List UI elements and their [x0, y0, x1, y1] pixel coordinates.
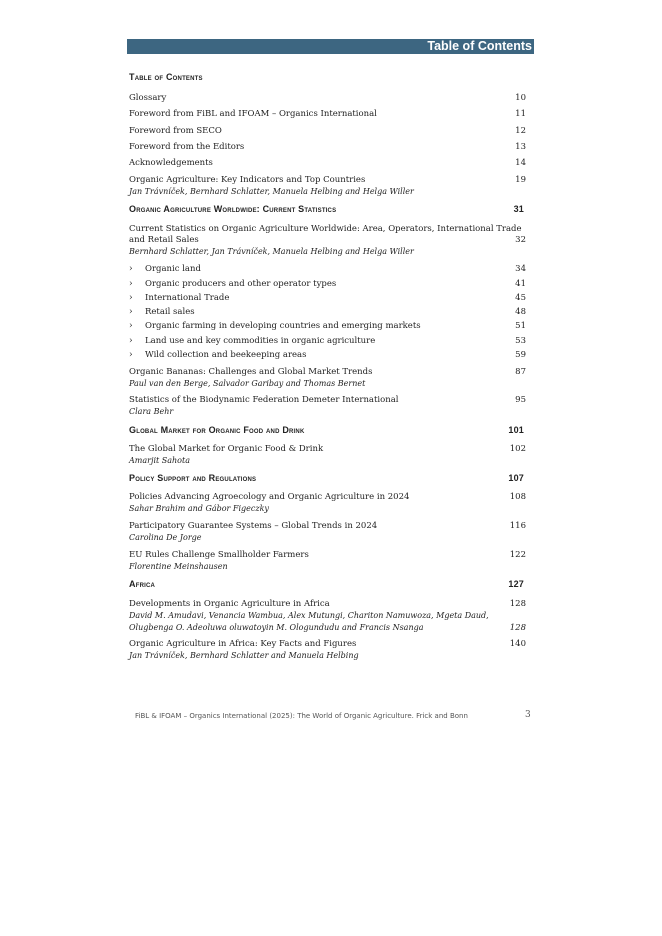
toc-entry[interactable]: [129, 395, 528, 418]
toc-subentry-title: International Trade: [145, 293, 230, 303]
toc-section-heading[interactable]: [129, 204, 528, 214]
toc-entry[interactable]: [129, 126, 528, 137]
toc-subentry-title: Retail sales: [145, 307, 195, 317]
chevron-right-icon: ›: [129, 264, 133, 274]
toc-entry-page: 87: [515, 367, 526, 377]
toc-entry-authors: Paul van den Berge, Salvador Garibay and Thomas Bernet: [129, 379, 366, 388]
toc-entry[interactable]: [129, 367, 528, 390]
toc-entry-authors: Florentine Meinshausen: [129, 562, 228, 571]
chevron-right-icon: ›: [129, 336, 133, 346]
toc-entry-page: 108: [509, 492, 526, 502]
toc-section-title: Africa: [129, 579, 156, 589]
toc-entry-page: 128: [509, 623, 526, 633]
toc-entry-authors: Clara Behr: [129, 407, 174, 416]
toc-entry-authors: Bernhard Schlatter, Jan Trávníček, Manuela Helbing and Helga Willer: [129, 247, 414, 256]
toc-entry[interactable]: [129, 109, 528, 120]
toc-entry-authors: Jan Trávníček, Bernhard Schlatter, Manuela Helbing and Helga Willer: [129, 187, 414, 196]
toc-entry-title: Current Statistics on Organic Agriculture Worldwide: Area, Operators, International Trade and Retail Sales: [129, 224, 522, 245]
toc-section-heading[interactable]: [129, 473, 528, 483]
chevron-right-icon: ›: [129, 350, 133, 360]
toc-subentry-title: Wild collection and beekeeping areas: [145, 350, 307, 360]
toc-entry-title: Foreword from SECO: [129, 126, 222, 136]
chevron-right-icon: ›: [129, 293, 133, 303]
toc-subentry-page: 34: [515, 264, 526, 274]
header-banner-title: Table of Contents: [427, 39, 532, 53]
toc-entry-page: 128: [509, 599, 526, 609]
toc-entry[interactable]: [129, 444, 528, 467]
toc-subentry-page: 45: [515, 293, 526, 303]
toc-entry[interactable]: [129, 158, 528, 169]
toc-entry-title: Participatory Guarantee Systems – Global Trends in 2024: [129, 521, 378, 531]
toc-entry[interactable]: [129, 521, 528, 544]
toc-section-page: 107: [508, 473, 524, 483]
toc-heading: Table of Contents: [129, 72, 203, 82]
toc-entry-title: Developments in Organic Agriculture in Africa: [129, 599, 330, 609]
toc-subentry-page: 51: [515, 321, 526, 331]
toc-entry-title: Organic Bananas: Challenges and Global Market Trends: [129, 367, 373, 377]
toc-entry-authors: Olugbenga O. Adeoluwa oluwatoyin M. Ologundudu and Francis Nsanga: [129, 623, 424, 632]
toc-entry-title: Glossary: [129, 93, 167, 103]
toc-subentry-title: Land use and key commodities in organic agriculture: [145, 336, 376, 346]
toc-entry-title: Statistics of the Biodynamic Federation Demeter International: [129, 395, 399, 405]
toc-entry-title: Foreword from FiBL and IFOAM – Organics International: [129, 109, 377, 119]
toc-subentry-page: 59: [515, 350, 526, 360]
page-number: 3: [525, 710, 531, 720]
toc-entry-authors: Amarjit Sahota: [129, 456, 190, 465]
toc-subentry-page: 48: [515, 307, 526, 317]
toc-entry[interactable]: [129, 175, 528, 198]
toc-section-title: Organic Agriculture Worldwide: Current Statistics: [129, 204, 337, 214]
toc-entry-title: Organic Agriculture: Key Indicators and Top Countries: [129, 175, 366, 185]
toc-subentry-title: Organic land: [145, 264, 201, 274]
toc-section-heading[interactable]: [129, 579, 528, 589]
toc-entry-title: Foreword from the Editors: [129, 142, 245, 152]
toc-entry[interactable]: [129, 599, 528, 634]
toc-entry-page: 13: [515, 142, 526, 152]
toc-section-heading[interactable]: [129, 425, 528, 435]
toc-entry-page: 10: [515, 93, 526, 103]
toc-entry-authors: Sahar Brahim and Gábor Figeczky: [129, 504, 269, 513]
toc-entry-page: 95: [515, 395, 526, 405]
toc-entry[interactable]: [129, 93, 528, 104]
toc-entry-title: Policies Advancing Agroecology and Organic Agriculture in 2024: [129, 492, 410, 502]
toc-entry-page: 32: [515, 235, 526, 245]
toc-entry-title: The Global Market for Organic Food & Drink: [129, 444, 324, 454]
toc-entry-page: 102: [509, 444, 526, 454]
footer-citation: FiBL & IFOAM – Organics International (2025): The World of Organic Agriculture. Frick and Bonn: [135, 712, 468, 720]
toc-entry-page: 122: [509, 550, 526, 560]
toc-entry-page: 11: [515, 109, 526, 119]
toc-section-page: 101: [508, 425, 524, 435]
toc-section-page: 31: [513, 204, 524, 214]
toc-entry-page: 19: [515, 175, 526, 185]
header-banner: [127, 39, 534, 54]
toc-entry-authors: David M. Amudavi, Venancia Wambua, Alex Mutungi, Chariton Namuwoza, Mgeta Daud,: [129, 611, 489, 620]
toc-subentry-page: 41: [515, 279, 526, 289]
toc-entry-title: EU Rules Challenge Smallholder Farmers: [129, 550, 309, 560]
toc-entry[interactable]: [129, 224, 528, 258]
toc-entry-authors: Jan Trávníček, Bernhard Schlatter and Manuela Helbing: [129, 651, 359, 660]
toc-entry-page: 12: [515, 126, 526, 136]
toc-entry-title: Acknowledgements: [129, 158, 213, 168]
toc-entry[interactable]: [129, 639, 528, 662]
toc-entry[interactable]: [129, 492, 528, 515]
toc-section-page: 127: [508, 579, 524, 589]
toc-entry-title: Organic Agriculture in Africa: Key Facts and Figures: [129, 639, 357, 649]
toc-section-title: Global Market for Organic Food and Drink: [129, 425, 305, 435]
toc-subentry-title: Organic farming in developing countries and emerging markets: [145, 321, 421, 331]
chevron-right-icon: ›: [129, 307, 133, 317]
toc-subentry-title: Organic producers and other operator types: [145, 279, 337, 289]
toc-entry[interactable]: [129, 142, 528, 153]
chevron-right-icon: ›: [129, 321, 133, 331]
toc-entry-page: 14: [515, 158, 526, 168]
toc-entry-authors: Carolina De Jorge: [129, 533, 202, 542]
chevron-right-icon: ›: [129, 279, 133, 289]
toc-entry-page: 116: [509, 521, 526, 531]
toc-section-title: Policy Support and Regulations: [129, 473, 257, 483]
toc-entry-page: 140: [509, 639, 526, 649]
toc-entry[interactable]: [129, 550, 528, 573]
toc-subentry-page: 53: [515, 336, 526, 346]
